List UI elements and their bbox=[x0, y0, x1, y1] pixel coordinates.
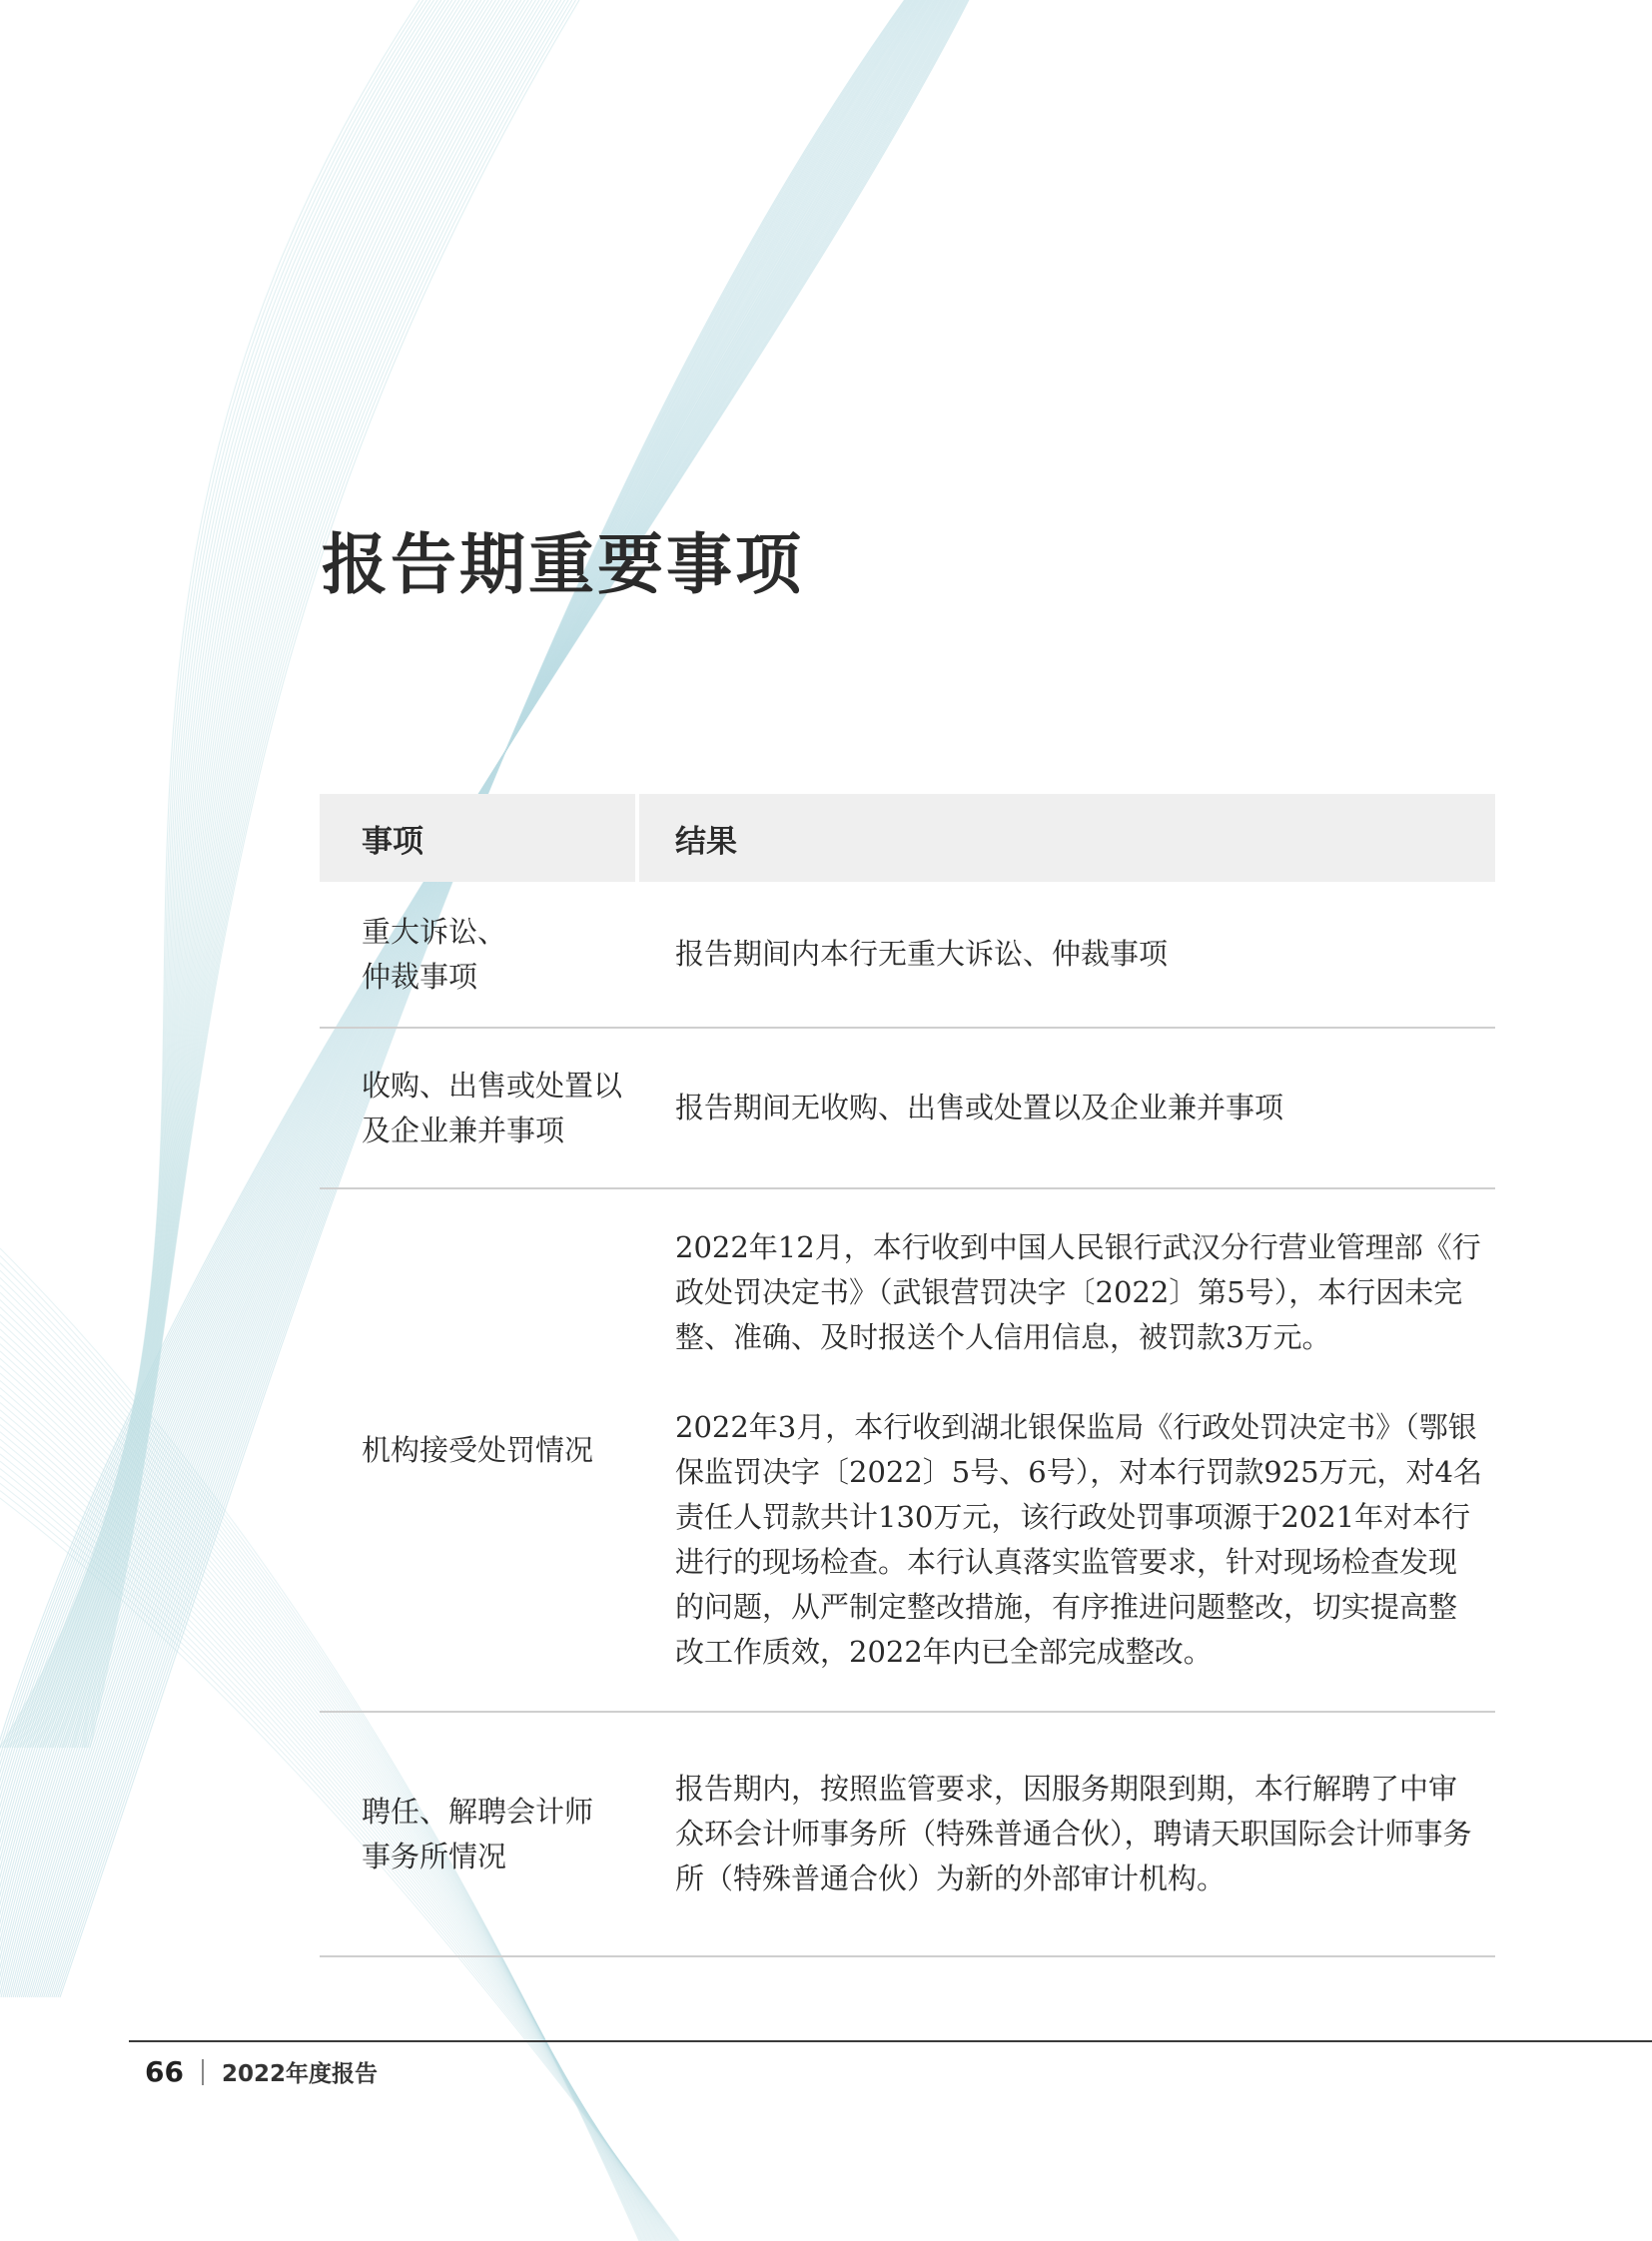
page-footer bbox=[145, 2055, 378, 2088]
row-item-line: 机构接受处罚情况 bbox=[362, 1432, 594, 1467]
report-name: 2022年度报告 bbox=[221, 2061, 378, 2087]
row-item-line: 及企业兼并事项 bbox=[362, 1113, 565, 1147]
row-item-line: 聘任、解聘会计师 bbox=[362, 1794, 594, 1829]
row-result bbox=[639, 1189, 1495, 1711]
page-title: 报告期重要事项 bbox=[322, 525, 804, 603]
row-result-paragraph: 2022年12月，本行收到中国人民银行武汉分行营业管理部《行政处罚决定书》（武银营罚决字〔2022〕第5号），本行因未完整、准确、及时报送个人信用信息，被罚款3万元。 bbox=[675, 1230, 1481, 1354]
row-result-paragraph: 报告期内，按照监管要求，因服务期限到期，本行解聘了中审众环会计师事务所（特殊普通合伙），聘请天职国际会计师事务所（特殊普通合伙）为新的外部审计机构。 bbox=[675, 1772, 1472, 1895]
row-result-paragraph: 报告期间无收购、出售或处置以及企业兼并事项 bbox=[675, 1091, 1284, 1124]
row-result bbox=[639, 882, 1495, 1027]
row-result-paragraph: 2022年3月，本行收到湖北银保监局《行政处罚决定书》（鄂银保监罚决字〔2022〕5号、6号），对本行罚款925万元，对4名责任人罚款共计130万元，该行政处罚事项源于2021年对本行进行的现场检查。本行认真落实监管要求，针对现场检查发现的问题，从严制定整改措施，有序推进问题整改，切实提高整改工作质效，2022年内已全部完成整改。 bbox=[675, 1410, 1483, 1669]
row-item-line: 事务所情况 bbox=[362, 1839, 507, 1873]
footer-separator bbox=[202, 2059, 204, 2085]
row-item bbox=[320, 1189, 639, 1711]
header-result: 结果 bbox=[639, 794, 1495, 882]
row-item-line: 重大诉讼、 bbox=[362, 914, 507, 949]
row-item bbox=[320, 1713, 639, 1955]
row-item-line: 仲裁事项 bbox=[362, 959, 478, 994]
row-result-paragraph: 报告期间内本行无重大诉讼、仲裁事项 bbox=[675, 937, 1169, 971]
row-item bbox=[320, 1029, 639, 1187]
table-row-litigation bbox=[320, 882, 1495, 1029]
table-row-auditor bbox=[320, 1713, 1495, 1957]
page-number: 66 bbox=[145, 2055, 184, 2088]
row-item bbox=[320, 882, 639, 1027]
footer-rule bbox=[129, 2040, 1652, 2042]
table-header bbox=[320, 794, 1495, 882]
row-result bbox=[639, 1029, 1495, 1187]
header-item: 事项 bbox=[320, 794, 635, 882]
table-row-acquisition bbox=[320, 1029, 1495, 1189]
row-result bbox=[639, 1713, 1495, 1955]
row-item-line: 收购、出售或处置以 bbox=[362, 1068, 623, 1103]
events-table bbox=[320, 794, 1495, 1957]
table-row-penalties bbox=[320, 1189, 1495, 1713]
